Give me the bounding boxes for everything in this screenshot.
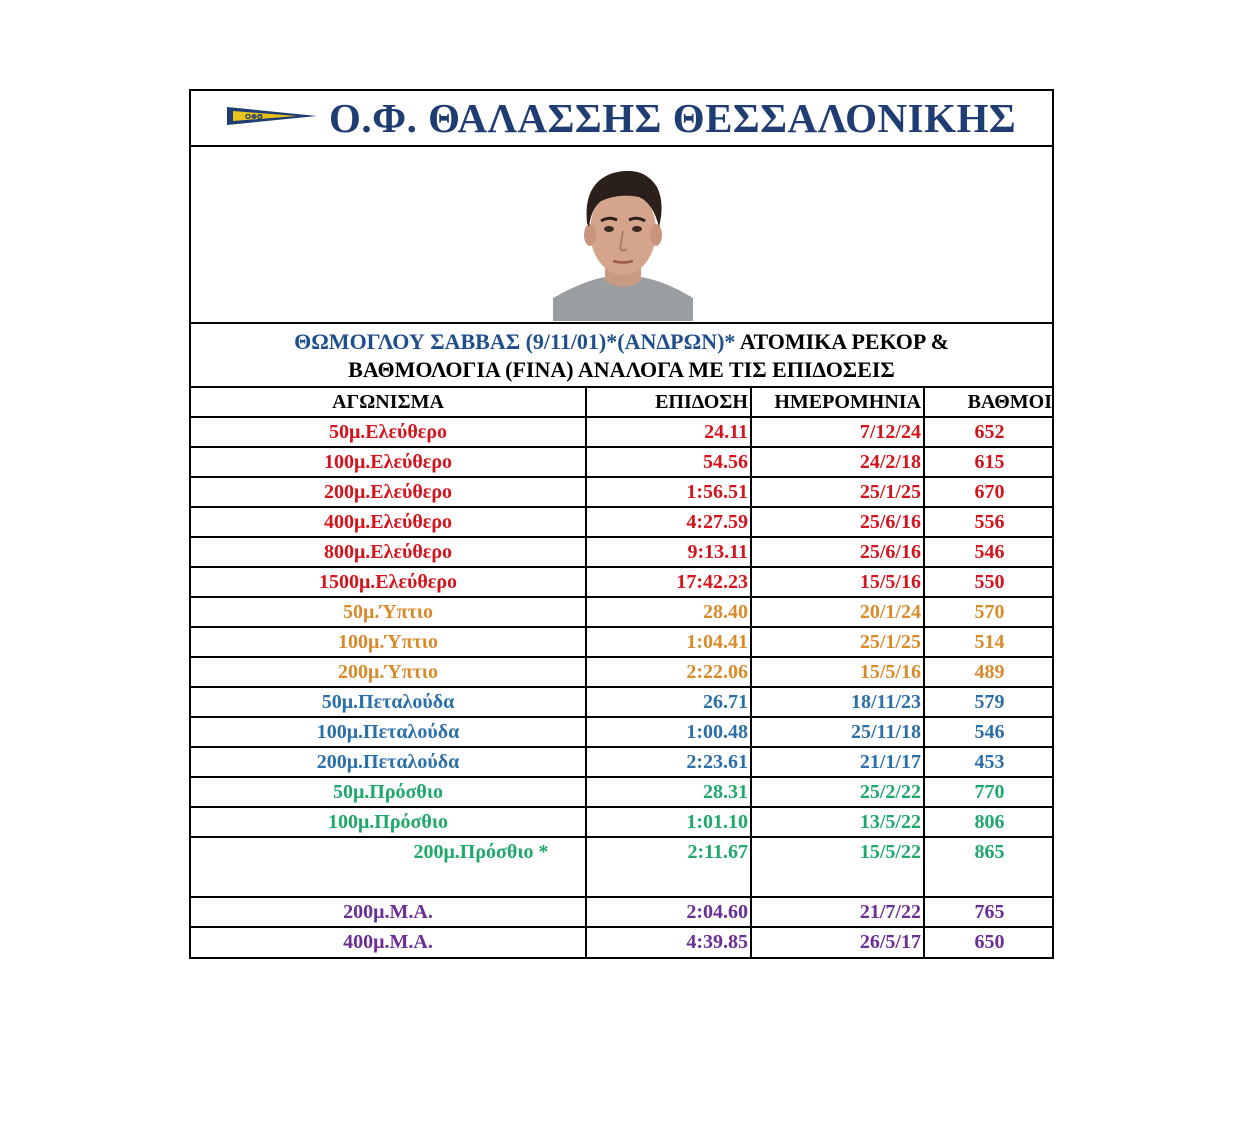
header-time: ΕΠΙΔΟΣΗ [586,388,751,417]
title-records-label: ΑΤΟΜΙΚΑ ΡΕΚΟΡ & [735,329,949,354]
points-cell: 514 [924,627,1054,657]
points-cell: 652 [924,417,1054,447]
event-cell: 100μ.Ύπτιο [191,627,586,657]
club-pennant-logo [227,105,317,127]
event-cell: 200μ.Μ.Α. [191,897,586,927]
event-cell: 200μ.Πεταλούδα [191,747,586,777]
table-row [191,657,1054,687]
time-cell: 1:56.51 [586,477,751,507]
event-cell: 1500μ.Ελεύθερο [191,567,586,597]
date-cell: 15/5/22 [751,837,924,897]
time-cell: 1:01.10 [586,807,751,837]
date-cell: 25/2/22 [751,777,924,807]
time-cell: 26.71 [586,687,751,717]
time-cell: 2:23.61 [586,747,751,777]
event-cell: 50μ.Ύπτιο [191,597,586,627]
table-row [191,927,1054,957]
date-cell: 18/11/23 [751,687,924,717]
points-cell: 556 [924,507,1054,537]
table-row [191,507,1054,537]
time-cell: 2:04.60 [586,897,751,927]
time-cell: 9:13.11 [586,537,751,567]
points-cell: 770 [924,777,1054,807]
athlete-name-dob: ΘΩΜΟΓΛΟΥ ΣΑΒΒΑΣ (9/11/01)*(ΑΝΔΡΩΝ)* [294,329,736,354]
header-event: ΑΓΩΝΙΣΜΑ [191,388,586,417]
time-cell: 4:39.85 [586,927,751,957]
event-cell: 800μ.Ελεύθερο [191,537,586,567]
date-cell: 25/6/16 [751,537,924,567]
points-cell: 765 [924,897,1054,927]
table-row [191,627,1054,657]
table-row [191,687,1054,717]
time-cell: 1:04.41 [586,627,751,657]
club-title: Ο.Φ. ΘΑΛΑΣΣΗΣ ΘΕΣΣΑΛΟΝΙΚΗΣ [329,95,1017,141]
table-row [191,537,1054,567]
event-cell: 50μ.Πεταλούδα [191,687,586,717]
date-cell: 25/6/16 [751,507,924,537]
date-cell: 25/1/25 [751,627,924,657]
points-cell: 546 [924,537,1054,567]
table-row [191,417,1054,447]
event-cell: 400μ.Μ.Α. [191,927,586,957]
points-cell: 650 [974,931,1005,953]
records-table [191,388,1054,957]
date-cell: 21/1/17 [751,747,924,777]
points-cell: 453 [924,747,1054,777]
date-cell: 13/5/22 [751,807,924,837]
date-cell: 20/1/24 [751,597,924,627]
event-cell: 50μ.Ελεύθερο [191,417,586,447]
table-row [191,717,1054,747]
club-header [191,91,1052,147]
athlete-photo [553,153,693,321]
table-row [191,777,1054,807]
photo-section [191,147,1052,324]
table-row [191,747,1054,777]
points-cell: 615 [924,447,1054,477]
date-cell: 15/5/16 [751,657,924,687]
points-cell: 546 [924,717,1054,747]
date-cell: 25/11/18 [751,717,924,747]
title-points-label: ΒΑΘΜΟΛΟΓΙΑ (FINA) ΑΝΑΛΟΓΑ ΜΕ ΤΙΣ ΕΠΙΔΟΣΕΙΣ [348,357,895,382]
table-row [191,597,1054,627]
date-cell: 21/7/22 [751,897,924,927]
time-cell: 54.56 [586,447,751,477]
event-cell: 200μ.Πρόσθιο * [191,837,586,897]
time-cell: 2:11.67 [586,837,751,897]
athlete-title [191,324,1052,388]
time-cell: 28.40 [586,597,751,627]
points-cell: 489 [924,657,1054,687]
records-sheet [189,89,1054,959]
event-cell: 100μ.Ελεύθερο [191,447,586,477]
table-row [191,447,1054,477]
points-cell: 550 [924,567,1054,597]
time-cell: 17:42.23 [586,567,751,597]
table-row [191,897,1054,927]
table-row [191,477,1054,507]
points-cell: 865 [924,837,1054,897]
time-cell: 1:00.48 [586,717,751,747]
date-cell: 15/5/16 [751,567,924,597]
points-cell: 579 [924,687,1054,717]
time-cell: 4:27.59 [586,507,751,537]
table-row [191,837,1054,897]
date-cell: 24/2/18 [751,447,924,477]
table-header-row [191,388,1054,417]
event-cell: 100μ.Πεταλούδα [191,717,586,747]
time-cell: 24.11 [586,417,751,447]
event-cell: 100μ.Πρόσθιο [191,807,586,837]
date-cell: 7/12/24 [751,417,924,447]
event-cell: 200μ.Ύπτιο [191,657,586,687]
table-row [191,567,1054,597]
header-points: ΒΑΘΜΟΙ [924,388,1054,417]
event-cell: 200μ.Ελεύθερο [191,477,586,507]
date-cell: 26/5/17 [751,927,924,957]
points-cell: 670 [924,477,1054,507]
points-cell: 806 [924,807,1054,837]
time-cell: 2:22.06 [586,657,751,687]
date-cell: 25/1/25 [751,477,924,507]
svg-text:ΟΦΘ: ΟΦΘ [245,113,263,121]
header-date: ΗΜΕΡΟΜΗΝΙΑ [751,388,924,417]
event-cell: 400μ.Ελεύθερο [191,507,586,537]
points-cell: 570 [924,597,1054,627]
time-cell: 28.31 [586,777,751,807]
table-row [191,807,1054,837]
event-cell: 50μ.Πρόσθιο [191,777,586,807]
